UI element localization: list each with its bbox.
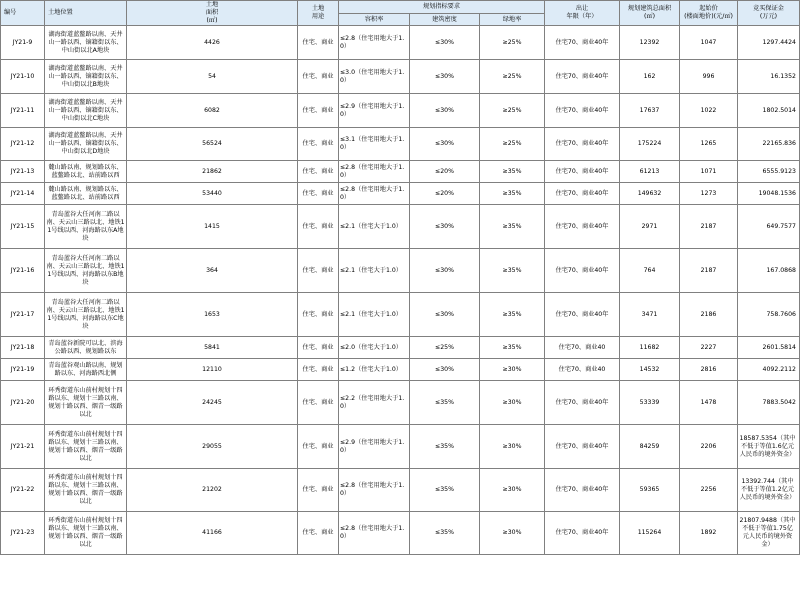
- cell-density: ≤35%: [410, 512, 480, 555]
- cell-far: ≤2.1（住宅大于1.0）: [339, 293, 410, 337]
- cell-area: 56524: [127, 128, 298, 161]
- cell-use: 住宅、商业: [298, 512, 339, 555]
- cell-term: 住宅70、商业40年: [545, 161, 620, 183]
- header-far: 容积率: [339, 14, 410, 26]
- cell-price: 2206: [680, 425, 738, 469]
- cell-area: 54: [127, 60, 298, 94]
- table-row: [1, 161, 800, 183]
- cell-gfa: 764: [620, 249, 680, 293]
- cell-gfa: 17637: [620, 94, 680, 128]
- cell-code: JY21-23: [1, 512, 45, 555]
- table-row: [1, 60, 800, 94]
- table-row: [1, 469, 800, 512]
- cell-code: JY21-22: [1, 469, 45, 512]
- cell-gfa: 175224: [620, 128, 680, 161]
- cell-area: 12110: [127, 359, 298, 381]
- cell-term: 住宅70、商业40年: [545, 425, 620, 469]
- header-start-price: 起始价 (楼面地价)(元/㎡): [680, 1, 738, 26]
- cell-term: 住宅70、商业40年: [545, 249, 620, 293]
- cell-term: 住宅70、商业40年: [545, 381, 620, 425]
- cell-gfa: 11682: [620, 337, 680, 359]
- cell-price: 1071: [680, 161, 738, 183]
- cell-gfa: 115264: [620, 512, 680, 555]
- cell-location: 湖海街道蓝鳌路以南、天井山一路以西、镝籍街以东、中山街以北C地块: [45, 94, 127, 128]
- cell-term: 住宅70、商业40: [545, 359, 620, 381]
- cell-price: 1892: [680, 512, 738, 555]
- table-row: [1, 94, 800, 128]
- table-row: [1, 183, 800, 205]
- cell-use: 住宅、商业: [298, 60, 339, 94]
- table-row: [1, 128, 800, 161]
- cell-price: 1265: [680, 128, 738, 161]
- header-code: 编号: [1, 1, 45, 26]
- cell-code: JY21-13: [1, 161, 45, 183]
- cell-far: ≤3.1（住宅用地大于1.0）: [339, 128, 410, 161]
- cell-density: ≤30%: [410, 60, 480, 94]
- cell-green: ≥25%: [480, 94, 545, 128]
- cell-price: 2256: [680, 469, 738, 512]
- cell-density: ≤30%: [410, 94, 480, 128]
- cell-density: ≤35%: [410, 425, 480, 469]
- cell-term: 住宅70、商业40年: [545, 183, 620, 205]
- cell-far: ≤2.2（住宅用地大于1.0）: [339, 381, 410, 425]
- cell-term: 住宅70、商业40年: [545, 469, 620, 512]
- header-plan-indicators: 规划指标要求: [339, 1, 545, 14]
- cell-green: ≥35%: [480, 183, 545, 205]
- cell-deposit: 6555.9123: [738, 161, 800, 183]
- cell-density: ≤20%: [410, 183, 480, 205]
- table-row: [1, 249, 800, 293]
- cell-code: JY21-9: [1, 26, 45, 60]
- cell-price: 2186: [680, 293, 738, 337]
- cell-density: ≤35%: [410, 381, 480, 425]
- header-location: 土地位置: [45, 1, 127, 26]
- cell-use: 住宅、商业: [298, 128, 339, 161]
- cell-code: JY21-19: [1, 359, 45, 381]
- header-density: 建筑密度: [410, 14, 480, 26]
- cell-area: 21862: [127, 161, 298, 183]
- cell-code: JY21-11: [1, 94, 45, 128]
- cell-gfa: 12392: [620, 26, 680, 60]
- cell-area: 1415: [127, 205, 298, 249]
- cell-gfa: 61213: [620, 161, 680, 183]
- cell-location: 麓山路以南、规划路以东、蓝鳌路以北、站前路以西: [45, 183, 127, 205]
- cell-code: JY21-18: [1, 337, 45, 359]
- cell-area: 29055: [127, 425, 298, 469]
- cell-area: 21202: [127, 469, 298, 512]
- cell-far: ≤2.8（住宅用地大于1.0）: [339, 26, 410, 60]
- cell-term: 住宅70、商业40年: [545, 60, 620, 94]
- cell-term: 住宅70、商业40年: [545, 26, 620, 60]
- cell-price: 2816: [680, 359, 738, 381]
- cell-use: 住宅、商业: [298, 381, 339, 425]
- cell-density: ≤35%: [410, 469, 480, 512]
- cell-term: 住宅70、商业40年: [545, 205, 620, 249]
- table-body: [1, 26, 800, 555]
- cell-code: JY21-21: [1, 425, 45, 469]
- header-green: 绿地率: [480, 14, 545, 26]
- header-term: 出让 年限（年）: [545, 1, 620, 26]
- cell-far: ≤2.9（住宅用地大于1.0）: [339, 94, 410, 128]
- cell-use: 住宅、商业: [298, 183, 339, 205]
- cell-use: 住宅、商业: [298, 26, 339, 60]
- cell-price: 1022: [680, 94, 738, 128]
- cell-price: 2227: [680, 337, 738, 359]
- cell-gfa: 84259: [620, 425, 680, 469]
- cell-price: 2187: [680, 205, 738, 249]
- cell-far: ≤1.2（住宅大于1.0）: [339, 359, 410, 381]
- cell-far: ≤2.9（住宅用地大于1.0）: [339, 425, 410, 469]
- cell-far: ≤2.8（住宅用地大于1.0）: [339, 469, 410, 512]
- cell-far: ≤2.8（住宅用地大于1.0）: [339, 512, 410, 555]
- cell-gfa: 149632: [620, 183, 680, 205]
- table-row: [1, 359, 800, 381]
- cell-price: 1273: [680, 183, 738, 205]
- cell-deposit: 21807.9488（其中不低于等值1.75亿元人民币的境外资金）: [738, 512, 800, 555]
- cell-green: ≥30%: [480, 381, 545, 425]
- cell-green: ≥35%: [480, 337, 545, 359]
- cell-deposit: 167.0868: [738, 249, 800, 293]
- header-use: 土地 用途: [298, 1, 339, 26]
- cell-use: 住宅、商业: [298, 359, 339, 381]
- cell-price: 1047: [680, 26, 738, 60]
- cell-term: 住宅70、商业40年: [545, 94, 620, 128]
- table-row: [1, 425, 800, 469]
- cell-code: JY21-14: [1, 183, 45, 205]
- cell-deposit: 22165.836: [738, 128, 800, 161]
- header-deposit: 竞买保证金 (万元): [738, 1, 800, 26]
- cell-location: 青岛蓝谷大任河南二路以南、天云山三路以北、地铁11号线以西、河海路以东B地块: [45, 249, 127, 293]
- cell-green: ≥35%: [480, 293, 545, 337]
- cell-gfa: 14532: [620, 359, 680, 381]
- cell-gfa: 3471: [620, 293, 680, 337]
- cell-green: ≥35%: [480, 249, 545, 293]
- cell-code: JY21-10: [1, 60, 45, 94]
- cell-location: 湖海街道蓝鳌路以南、天井山一路以西、镝籍街以东、中山街以北D地块: [45, 128, 127, 161]
- cell-area: 41166: [127, 512, 298, 555]
- cell-far: ≤3.0（住宅用地大于1.0）: [339, 60, 410, 94]
- cell-gfa: 53339: [620, 381, 680, 425]
- cell-density: ≤30%: [410, 205, 480, 249]
- cell-location: 湖海街道蓝鳌路以南、天井山一路以西、镝籍街以东、中山街以北B地块: [45, 60, 127, 94]
- cell-location: 青岛蓝谷新院可以北、滨海公路以西、规划路以东: [45, 337, 127, 359]
- cell-use: 住宅、商业: [298, 293, 339, 337]
- cell-price: 1478: [680, 381, 738, 425]
- cell-gfa: 59365: [620, 469, 680, 512]
- cell-density: ≤25%: [410, 337, 480, 359]
- cell-density: ≤30%: [410, 128, 480, 161]
- table-row: [1, 512, 800, 555]
- table-row: [1, 26, 800, 60]
- cell-far: ≤2.1（住宅大于1.0）: [339, 205, 410, 249]
- cell-location: 环秀街道东山前村规划十四路以东、规划十三路以南、规划十路以西、烟青一级路以北: [45, 469, 127, 512]
- cell-far: ≤2.0（住宅大于1.0）: [339, 337, 410, 359]
- cell-density: ≤30%: [410, 26, 480, 60]
- cell-location: 环秀街道东山前村规划十四路以东、规划十三路以南、规划十路以西、烟青一级路以北: [45, 512, 127, 555]
- cell-code: JY21-15: [1, 205, 45, 249]
- cell-density: ≤30%: [410, 359, 480, 381]
- table-row: [1, 205, 800, 249]
- cell-deposit: 13392.744（其中不低于等值1.2亿元人民币的境外资金）: [738, 469, 800, 512]
- cell-density: ≤30%: [410, 249, 480, 293]
- cell-deposit: 4092.2112: [738, 359, 800, 381]
- cell-deposit: 19048.1536: [738, 183, 800, 205]
- cell-green: ≥30%: [480, 469, 545, 512]
- cell-area: 1653: [127, 293, 298, 337]
- cell-gfa: 162: [620, 60, 680, 94]
- cell-deposit: 2601.5814: [738, 337, 800, 359]
- cell-price: 2187: [680, 249, 738, 293]
- cell-code: JY21-12: [1, 128, 45, 161]
- cell-use: 住宅、商业: [298, 205, 339, 249]
- cell-use: 住宅、商业: [298, 161, 339, 183]
- cell-term: 住宅70、商业40年: [545, 128, 620, 161]
- cell-use: 住宅、商业: [298, 94, 339, 128]
- cell-use: 住宅、商业: [298, 337, 339, 359]
- cell-density: ≤30%: [410, 293, 480, 337]
- table-row: [1, 337, 800, 359]
- cell-green: ≥25%: [480, 128, 545, 161]
- cell-green: ≥35%: [480, 161, 545, 183]
- cell-term: 住宅70、商业40年: [545, 293, 620, 337]
- cell-green: ≥25%: [480, 26, 545, 60]
- cell-area: 53440: [127, 183, 298, 205]
- cell-deposit: 7883.5042: [738, 381, 800, 425]
- cell-term: 住宅70、商业40年: [545, 512, 620, 555]
- cell-area: 364: [127, 249, 298, 293]
- table-row: [1, 381, 800, 425]
- cell-location: 麓山路以南、规划路以东、蓝鳌路以北、站前路以西: [45, 161, 127, 183]
- cell-use: 住宅、商业: [298, 469, 339, 512]
- cell-far: ≤2.8（住宅用地大于1.0）: [339, 183, 410, 205]
- cell-code: JY21-20: [1, 381, 45, 425]
- cell-code: JY21-16: [1, 249, 45, 293]
- cell-area: 6082: [127, 94, 298, 128]
- cell-use: 住宅、商业: [298, 425, 339, 469]
- cell-green: ≥30%: [480, 512, 545, 555]
- cell-density: ≤20%: [410, 161, 480, 183]
- cell-gfa: 2971: [620, 205, 680, 249]
- cell-deposit: 758.7606: [738, 293, 800, 337]
- cell-deposit: 649.7577: [738, 205, 800, 249]
- cell-location: 青岛蓝谷观山路以南、规划路以东、河海路西北侧: [45, 359, 127, 381]
- cell-green: ≥30%: [480, 359, 545, 381]
- cell-term: 住宅70、商业40: [545, 337, 620, 359]
- cell-green: ≥35%: [480, 205, 545, 249]
- cell-area: 4426: [127, 26, 298, 60]
- cell-deposit: 1297.4424: [738, 26, 800, 60]
- cell-location: 湖海街道蓝鳌路以南、天井山一路以西、镝籍街以东、中山街以北A地块: [45, 26, 127, 60]
- cell-use: 住宅、商业: [298, 249, 339, 293]
- cell-deposit: 16.1352: [738, 60, 800, 94]
- cell-location: 青岛蓝谷大任河南二路以南、天云山三路以北、地铁11号线以西、河海路以东A地块: [45, 205, 127, 249]
- cell-location: 环秀街道东山前村规划十四路以东、规划十三路以南、规划十路以西、烟青一级路以北: [45, 381, 127, 425]
- cell-far: ≤2.8（住宅用地大于1.0）: [339, 161, 410, 183]
- header-gfa: 规划建筑总面积 (㎡): [620, 1, 680, 26]
- cell-area: 24245: [127, 381, 298, 425]
- cell-far: ≤2.1（住宅大于1.0）: [339, 249, 410, 293]
- cell-location: 青岛蓝谷大任河南二路以南、天云山三路以北、地铁11号线以西、河海路以东C地块: [45, 293, 127, 337]
- cell-location: 环秀街道东山前村规划十四路以东、规划十三路以南、规划十路以西、烟青一级路以北: [45, 425, 127, 469]
- cell-area: 5841: [127, 337, 298, 359]
- cell-deposit: 18587.5354（其中不低于等值1.6亿元人民币的境外资金）: [738, 425, 800, 469]
- cell-green: ≥25%: [480, 60, 545, 94]
- header-area: 土地 面积 (㎡): [127, 1, 298, 26]
- cell-code: JY21-17: [1, 293, 45, 337]
- cell-green: ≥30%: [480, 425, 545, 469]
- table-row: [1, 293, 800, 337]
- cell-deposit: 1802.5014: [738, 94, 800, 128]
- cell-price: 996: [680, 60, 738, 94]
